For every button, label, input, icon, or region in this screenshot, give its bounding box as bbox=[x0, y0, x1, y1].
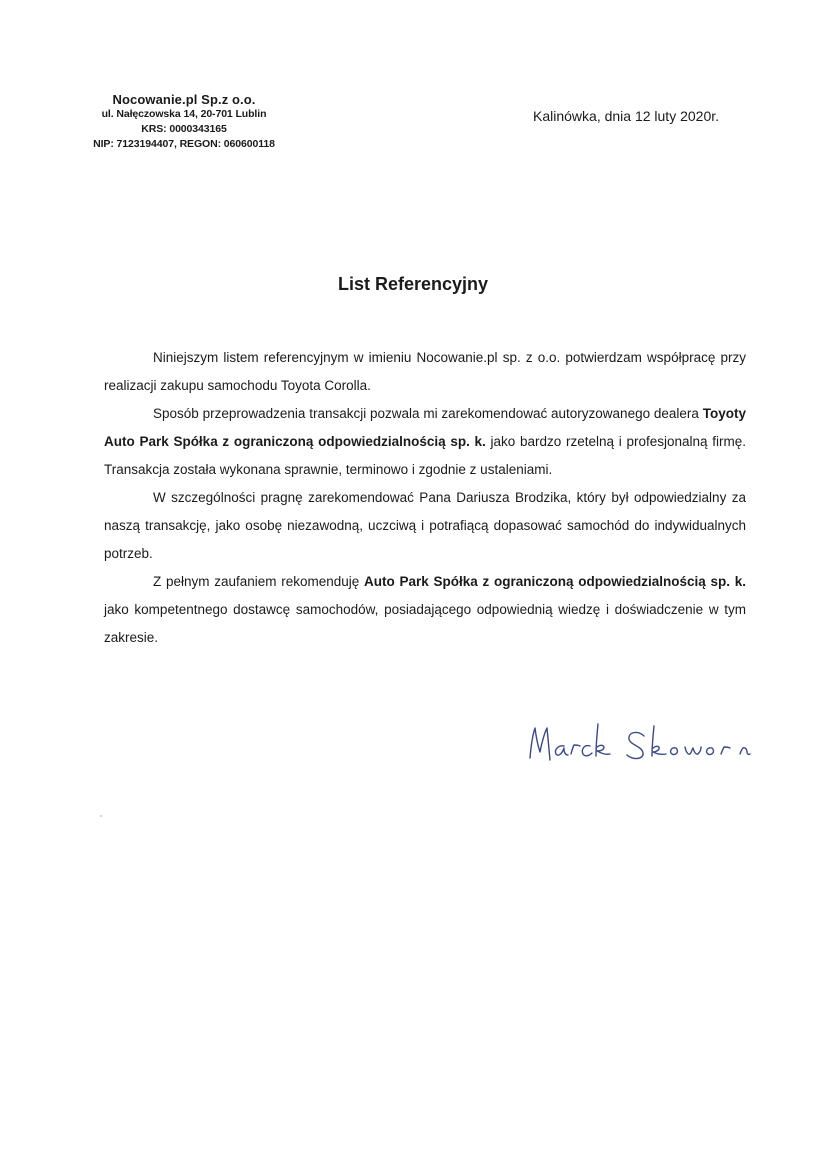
paragraph-4-rest: jako kompetentnego dostawcę samochodów, posiadającego odpowiednią wiedzę i doświadczenie w tym zakresie. bbox=[104, 602, 746, 645]
company-address: ul. Nałęczowska 14, 20-701 Lublin bbox=[101, 108, 267, 120]
paragraph-1: Niniejszym listem referencyjnym w imieniu Nocowanie.pl sp. z o.o. potwierdzam współpracę przy realizacji zakupu samochodu Toyota Corolla. bbox=[104, 350, 746, 393]
handwritten-signature bbox=[516, 712, 766, 782]
company-nip-regon: NIP: 7123194407, REGON: 060600118 bbox=[93, 138, 275, 150]
paragraph-2 bbox=[104, 400, 746, 484]
paragraph-4-intro: Z pełnym zaufaniem rekomenduję bbox=[153, 574, 360, 589]
paragraph-4 bbox=[104, 568, 746, 652]
company-krs: KRS: 0000343165 bbox=[141, 123, 227, 135]
letterhead bbox=[84, 92, 284, 152]
company-recommended: Auto Park Spółka z ograniczoną odpowiedzialnością sp. k. bbox=[364, 574, 746, 589]
paragraph-3: W szczególności pragnę zarekomendować Pana Dariusza Brodzika, który był odpowiedzialny za naszą transakcję, jako osobę niezawodną, uczciwą i potrafiącą dopasować samochód do indywidualnych potrzeb. bbox=[104, 490, 746, 561]
scan-speck bbox=[100, 815, 102, 817]
paragraph-2-intro: Sposób przeprowadzenia transakcji pozwala mi zarekomendować autoryzowanego dealera bbox=[153, 406, 699, 421]
paragraph-2-rest: jako bardzo rzetelną i profesjonalną firmę. Transakcja została wykonana sprawnie, terminowo i zgodnie z ustaleniami. bbox=[104, 434, 746, 477]
place-and-date: Kalinówka, dnia 12 luty 2020r. bbox=[533, 108, 720, 124]
signature-drawing bbox=[516, 712, 766, 782]
company-name: Nocowanie.pl Sp.z o.o. bbox=[112, 92, 256, 107]
document-title: List Referencyjny bbox=[337, 274, 489, 294]
dealer-name: Toyoty Auto Park Spółka z ograniczoną odpowiedzialnością sp. k. bbox=[104, 406, 746, 449]
letter-body bbox=[104, 344, 746, 652]
